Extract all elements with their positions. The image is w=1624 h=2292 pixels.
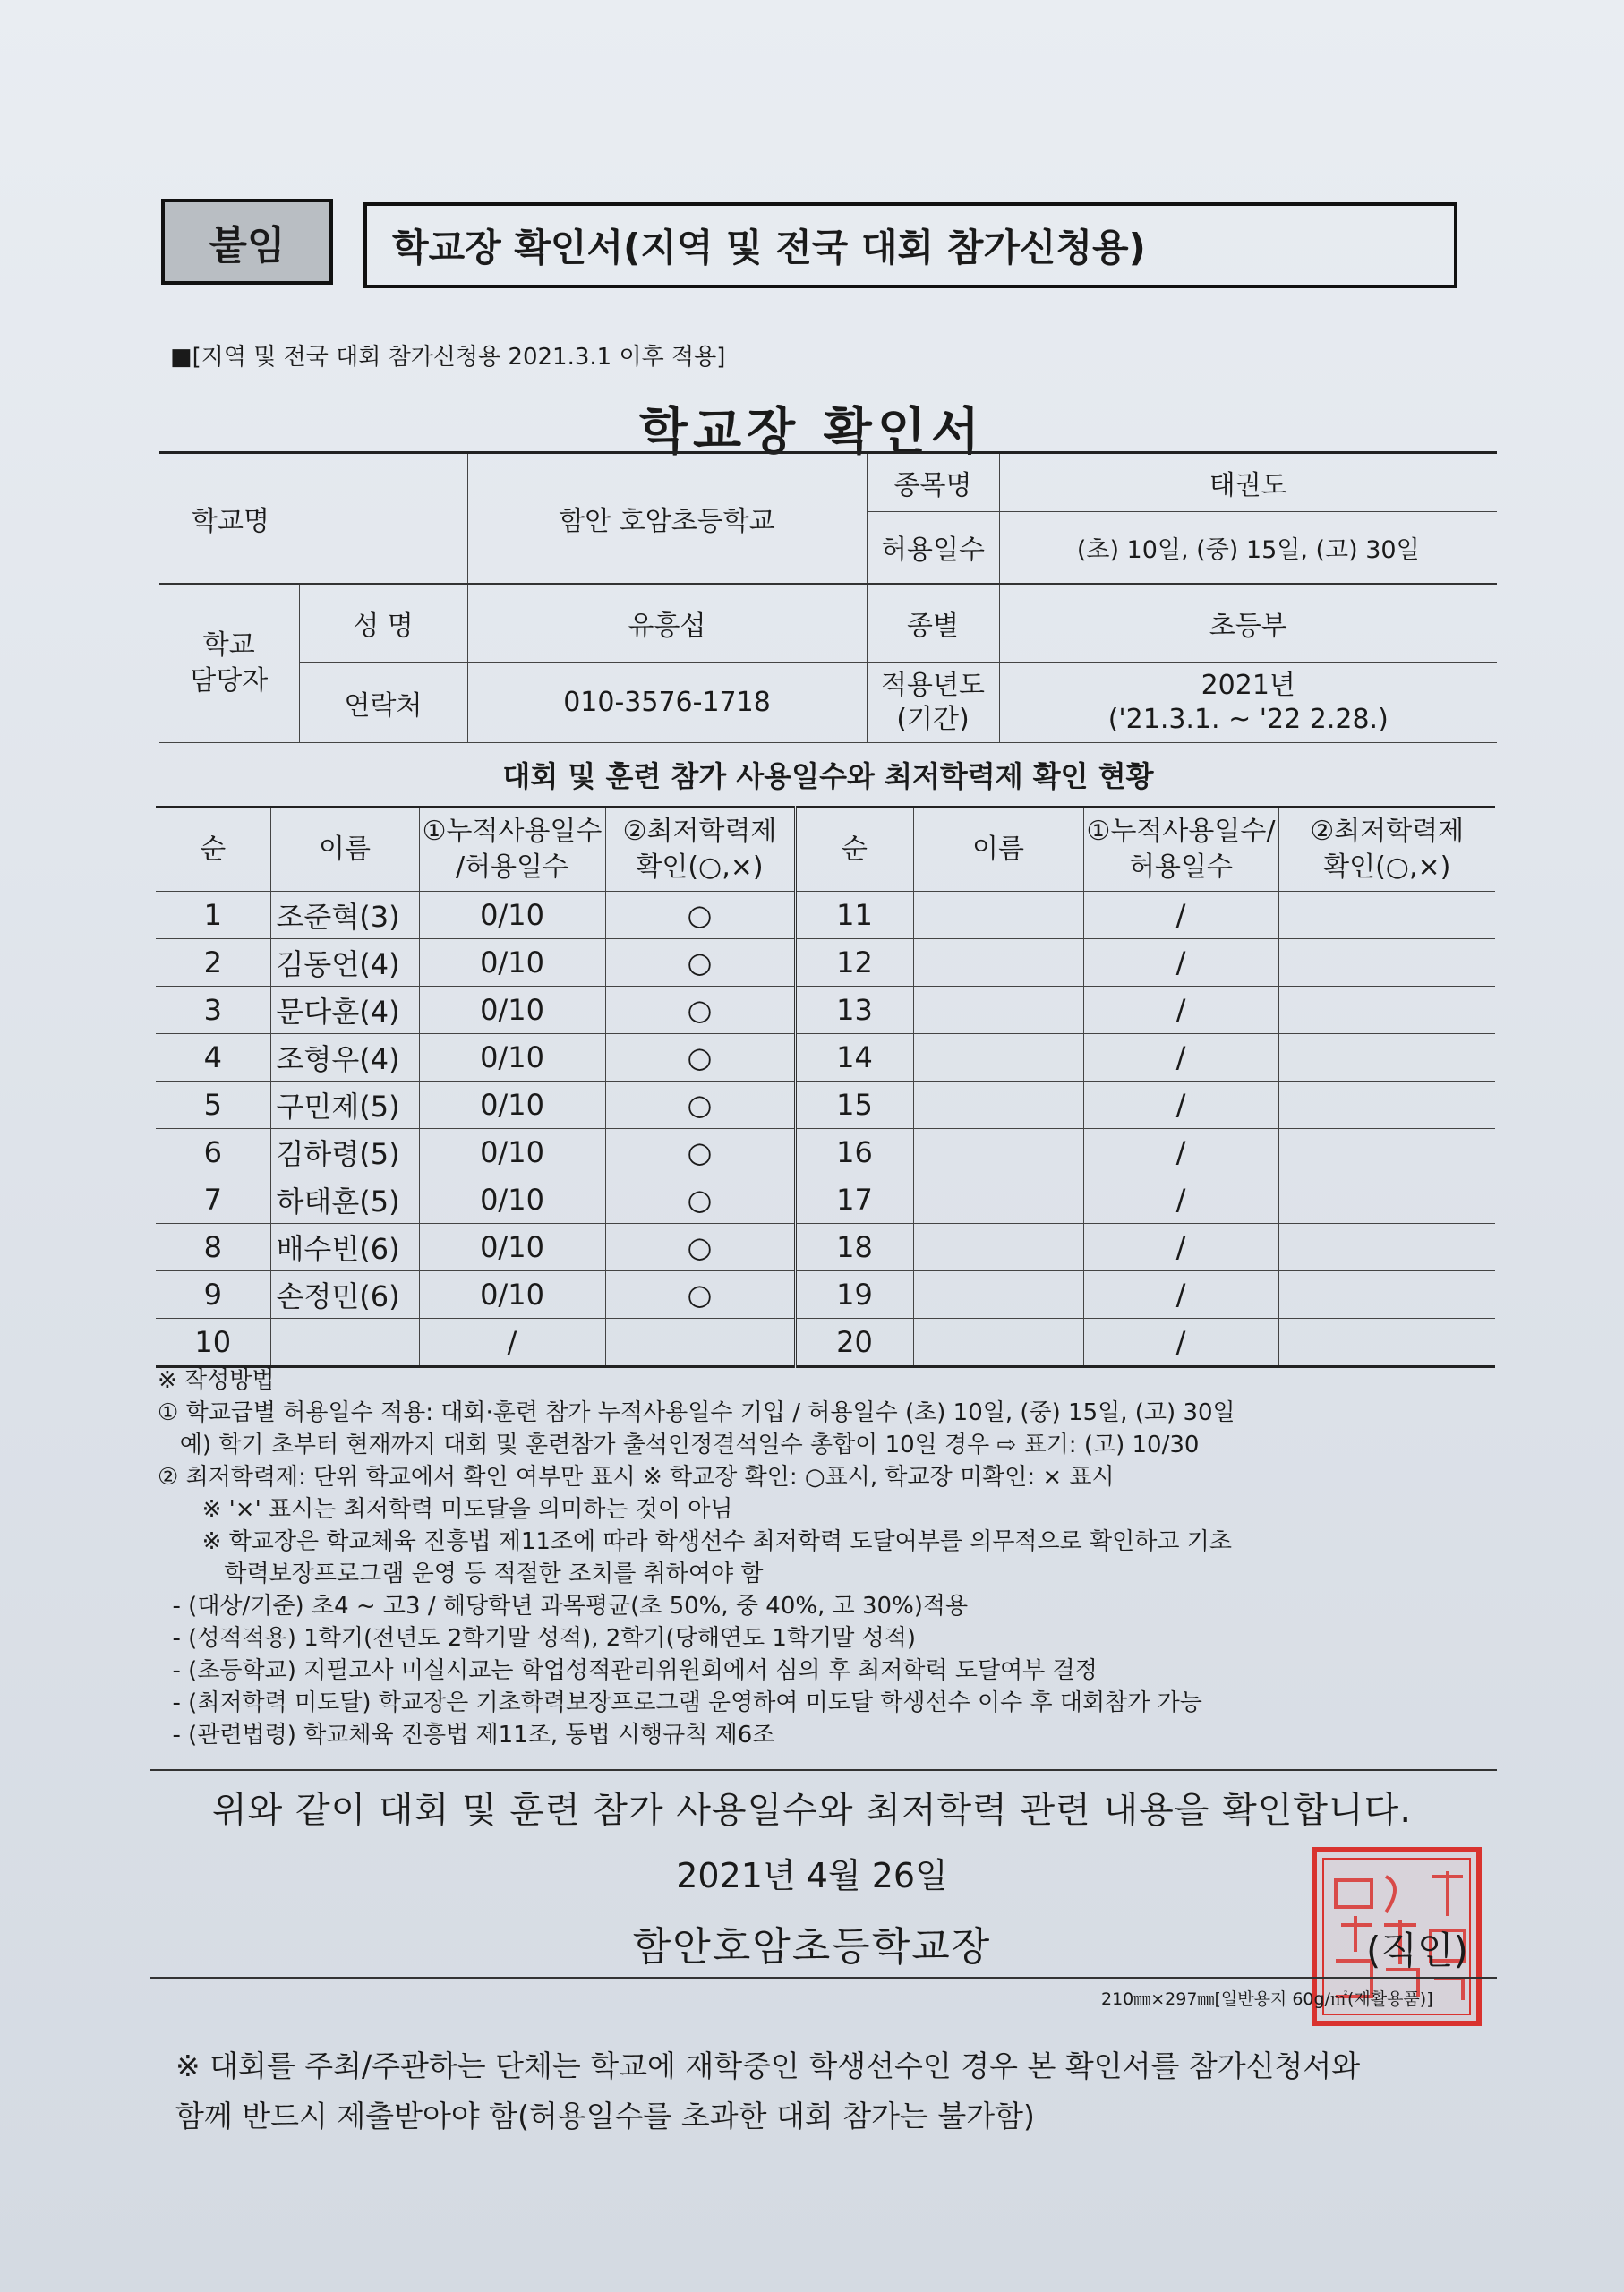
table-cell-no2: 11: [795, 892, 913, 939]
table-cell-no2: 19: [795, 1271, 913, 1319]
table-cell-name: 하태훈(5): [270, 1176, 419, 1224]
table-cell-no: 5: [156, 1082, 270, 1129]
note-line: 학력보장프로그램 운영 등 적절한 조치를 취하여야 함: [158, 1561, 764, 1587]
table-row: [156, 1224, 1495, 1271]
table-cell-days2: /: [1083, 939, 1278, 987]
column-header: 이름: [270, 808, 419, 892]
writing-notes: [158, 1364, 1500, 1751]
event-label: 종목명: [867, 453, 999, 512]
table-cell-name: [270, 1319, 419, 1367]
column-header: ②최저학력제 확인(○,×): [1278, 808, 1495, 892]
table-cell-days: 0/10: [419, 1271, 605, 1319]
table-cell-name2: [913, 1176, 1083, 1224]
table-cell-check: ○: [605, 1129, 795, 1176]
table-cell-name: 조형우(4): [270, 1034, 419, 1082]
paper-spec: 210㎜×297㎜[일반용지 60g/㎡(재활용품)]: [1101, 1989, 1433, 2009]
table-cell-name2: [913, 892, 1083, 939]
table-cell-days2: /: [1083, 1034, 1278, 1082]
period-value: ('21.3.1. ~ '22 2.28.): [1107, 703, 1389, 735]
table-cell-no2: 13: [795, 987, 913, 1034]
table-cell-check: ○: [605, 939, 795, 987]
column-header: 이름: [913, 808, 1083, 892]
table-cell-check2: [1278, 1224, 1495, 1271]
table-cell-check: ○: [605, 1224, 795, 1271]
column-header: 순: [795, 808, 913, 892]
year-value: 2021년: [1201, 669, 1295, 701]
note-line: ※ 작성방법: [158, 1367, 275, 1394]
table-cell-name2: [913, 1224, 1083, 1271]
table-cell-name2: [913, 987, 1083, 1034]
divider-line: [150, 1769, 1497, 1771]
note-line: ② 최저학력제: 단위 학교에서 확인 여부만 표시 ※ 학교장 확인: ○표시, 학교장 미확인: × 표시: [158, 1464, 1115, 1491]
table-row: [156, 987, 1495, 1034]
table-cell-check2: [1278, 1034, 1495, 1082]
table-cell-name: 김하령(5): [270, 1129, 419, 1176]
table-cell-no2: 17: [795, 1176, 913, 1224]
table-cell-no2: 18: [795, 1224, 913, 1271]
table-cell-days: /: [419, 1319, 605, 1367]
table-row: [156, 939, 1495, 987]
table-cell-check: ○: [605, 1034, 795, 1082]
seal-label: (직인): [1366, 1929, 1468, 1972]
table-row: [156, 1176, 1495, 1224]
footer-line: ※ 대회를 주최/주관하는 단체는 학교에 재학중인 학생선수인 경우 본 확인서를 참가신청서와: [175, 2048, 1361, 2083]
issue-date: 2021년 4월 26일: [676, 1856, 948, 1895]
table-cell-no: 9: [156, 1271, 270, 1319]
note-line: - (관련법령) 학교체육 진흥법 제11조, 동법 시행규칙 제6조: [158, 1722, 775, 1749]
document-title-box: 학교장 확인서(지역 및 전국 대회 참가신청용): [363, 202, 1457, 288]
table-cell-no: 1: [156, 892, 270, 939]
table-cell-check: [605, 1319, 795, 1367]
table-cell-no2: 12: [795, 939, 913, 987]
athlete-table: [156, 806, 1495, 1368]
table-cell-days2: /: [1083, 1129, 1278, 1176]
table-cell-no: 2: [156, 939, 270, 987]
section-title: 대회 및 훈련 참가 사용일수와 최저학력제 확인 현황: [502, 759, 1154, 793]
table-cell-no: 8: [156, 1224, 270, 1271]
allowed-days-value: (초) 10일, (중) 15일, (고) 30일: [999, 512, 1497, 584]
table-cell-check: ○: [605, 1271, 795, 1319]
table-cell-check2: [1278, 1129, 1495, 1176]
table-cell-check2: [1278, 1319, 1495, 1367]
table-cell-no2: 14: [795, 1034, 913, 1082]
column-header: ②최저학력제 확인(○,×): [605, 808, 795, 892]
school-name-value: 함안 호암초등학교: [467, 453, 867, 584]
table-cell-days2: /: [1083, 892, 1278, 939]
table-cell-check2: [1278, 1176, 1495, 1224]
table-row: [156, 1129, 1495, 1176]
table-cell-name2: [913, 1082, 1083, 1129]
table-cell-days2: /: [1083, 1224, 1278, 1271]
table-cell-days2: /: [1083, 1176, 1278, 1224]
note-line: ※ 학교장은 학교체육 진흥법 제11조에 따라 학생선수 최저학력 도달여부를 의무적으로 확인하고 기초: [158, 1528, 1233, 1555]
table-row: [156, 1271, 1495, 1319]
table-cell-days: 0/10: [419, 1129, 605, 1176]
table-cell-name2: [913, 1319, 1083, 1367]
table-cell-check2: [1278, 892, 1495, 939]
footer-line: 함께 반드시 제출받아야 함(허용일수를 초과한 대회 참가는 불가함): [175, 2099, 1035, 2134]
allowed-days-label: 허용일수: [867, 512, 999, 584]
table-cell-check2: [1278, 1271, 1495, 1319]
table-cell-check: ○: [605, 1176, 795, 1224]
table-cell-no: 3: [156, 987, 270, 1034]
table-row: [156, 1082, 1495, 1129]
attachment-tag: 붙임: [161, 199, 333, 285]
table-cell-days: 0/10: [419, 1082, 605, 1129]
table-cell-check2: [1278, 987, 1495, 1034]
table-cell-check2: [1278, 1082, 1495, 1129]
table-cell-days: 0/10: [419, 1224, 605, 1271]
contact-value: 010-3576-1718: [467, 663, 867, 743]
confirm-statement: 위와 같이 대회 및 훈련 참가 사용일수와 최저학력 관련 내용을 확인합니다.: [211, 1790, 1413, 1831]
note-line: - (대상/기준) 초4 ~ 고3 / 해당학년 과목평균(초 50%, 중 40%, 고 30%)적용: [158, 1593, 969, 1620]
table-cell-name: 배수빈(6): [270, 1224, 419, 1271]
table-cell-days: 0/10: [419, 1034, 605, 1082]
table-cell-name: 조준혁(3): [270, 892, 419, 939]
name-value: 유흥섭: [467, 584, 867, 663]
note-line: 예) 학기 초부터 현재까지 대회 및 훈련참가 출석인정결석일수 총합이 10일 경우 ⇨ 표기: (고) 10/30: [158, 1432, 1200, 1458]
table-cell-check: ○: [605, 987, 795, 1034]
column-header: ①누적사용일수/ 허용일수: [1083, 808, 1278, 892]
footer-note: [175, 2041, 1360, 2142]
table-cell-days: 0/10: [419, 892, 605, 939]
year-label: 적용년도 (기간): [867, 663, 999, 743]
table-cell-days: 0/10: [419, 939, 605, 987]
division-value: 초등부: [999, 584, 1497, 663]
table-row: [156, 1034, 1495, 1082]
table-row: [156, 1319, 1495, 1367]
table-cell-name2: [913, 1271, 1083, 1319]
info-table: [159, 451, 1497, 743]
main-title: 학교장 확인서: [638, 403, 986, 461]
column-header: ①누적사용일수 /허용일수: [419, 808, 605, 892]
divider-line-bottom: [150, 1977, 1497, 1979]
year-cell: [999, 663, 1497, 743]
table-cell-days2: /: [1083, 1082, 1278, 1129]
table-cell-no: 10: [156, 1319, 270, 1367]
table-cell-check2: [1278, 939, 1495, 987]
note-line: ① 학교급별 허용일수 적용: 대회·훈련 참가 누적사용일수 기입 / 허용일수 (초) 10일, (중) 15일, (고) 30일: [158, 1399, 1235, 1426]
note-line: - (초등학교) 지필고사 미실시교는 학업성적관리위원회에서 심의 후 최저학력 도달여부 결정: [158, 1657, 1098, 1684]
contact-label: 연락처: [299, 663, 467, 743]
note-line: - (성적적용) 1학기(전년도 2학기말 성적), 2학기(당해연도 1학기말 성적): [158, 1625, 916, 1652]
table-cell-no2: 15: [795, 1082, 913, 1129]
table-cell-no: 6: [156, 1129, 270, 1176]
manager-label: 학교 담당자: [159, 584, 299, 743]
table-cell-days: 0/10: [419, 1176, 605, 1224]
table-row: [156, 892, 1495, 939]
table-cell-name2: [913, 1034, 1083, 1082]
table-cell-name: 구민제(5): [270, 1082, 419, 1129]
principal-name: 함안호암초등학교장: [632, 1924, 992, 1970]
table-cell-name: 문다훈(4): [270, 987, 419, 1034]
table-cell-name2: [913, 939, 1083, 987]
note-line: ※ '×' 표시는 최저학력 미도달을 의미하는 것이 아님: [158, 1496, 733, 1523]
table-cell-check: ○: [605, 892, 795, 939]
name-label: 성 명: [299, 584, 467, 663]
column-header: 순: [156, 808, 270, 892]
table-cell-name: 손정민(6): [270, 1271, 419, 1319]
table-cell-days2: /: [1083, 1271, 1278, 1319]
table-cell-no2: 20: [795, 1319, 913, 1367]
table-cell-days: 0/10: [419, 987, 605, 1034]
table-cell-days2: /: [1083, 987, 1278, 1034]
event-value: 태권도: [999, 453, 1497, 512]
table-cell-days2: /: [1083, 1319, 1278, 1367]
note-line: - (최저학력 미도달) 학교장은 기초학력보장프로그램 운영하여 미도달 학생선수 이수 후 대회참가 가능: [158, 1689, 1202, 1716]
table-cell-no: 4: [156, 1034, 270, 1082]
table-cell-name: 김동언(4): [270, 939, 419, 987]
applied-note: ■[지역 및 전국 대회 참가신청용 2021.3.1 이후 적용]: [170, 344, 726, 371]
table-cell-check: ○: [605, 1082, 795, 1129]
school-name-label: 학교명: [159, 453, 467, 584]
table-cell-no: 7: [156, 1176, 270, 1224]
table-cell-no2: 16: [795, 1129, 913, 1176]
table-cell-name2: [913, 1129, 1083, 1176]
division-label: 종별: [867, 584, 999, 663]
